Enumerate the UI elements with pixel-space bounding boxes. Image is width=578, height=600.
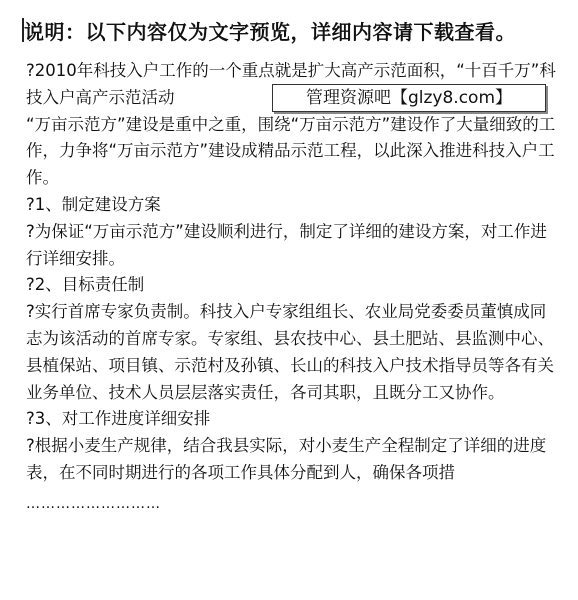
watermark-link[interactable]: 管理资源吧【glzy8.com】	[272, 84, 546, 112]
preview-notice: 说明：以下内容仅为文字预览，详细内容请下载查看。	[24, 20, 516, 44]
paragraph-demo-zone: “万亩示范方”建设是重中之重，围绕“万亩示范方”建设作了大量细致的工作，力争将“万亩示范方”建设成精品示范工程，以此深入推进科技入户工作。	[26, 114, 556, 188]
truncation-ellipsis: ………………………	[26, 495, 161, 512]
paragraph-plan: ?为保证“万亩示范方”建设顺利进行，制定了详细的建设方案，对工作进行详细安排。	[26, 221, 547, 268]
paragraph-schedule: ?根据小麦生产规律，结合我县实际，对小麦生产全程制定了详细的进度表，在不同时期进行的各项工作具体分配到人，确保各项措	[26, 436, 547, 482]
paragraph-responsibility: ?实行首席专家负责制。科技入户专家组组长、农业局党委委员董慎成同志为该活动的首席专家。专家组、县农技中心、县土肥站、县监测中心、县植保站、项目镇、示范村及孙镇、长山的科技入户技术指导员等各有关业务单位、技术人员层层落实责任，各司其职，且既分工又协作。	[26, 302, 554, 402]
document-body	[26, 58, 558, 518]
section-heading-3: ?3、对工作进度详细安排	[26, 409, 211, 429]
paragraph-intro: ?2010年科技入户工作的一个重点就是扩大高产示范面积，“十百千万”科技入户高产示范活动	[26, 61, 556, 107]
section-heading-2: ?2、目标责任制	[26, 275, 145, 295]
section-heading-1: ?1、制定建设方案	[26, 194, 161, 214]
